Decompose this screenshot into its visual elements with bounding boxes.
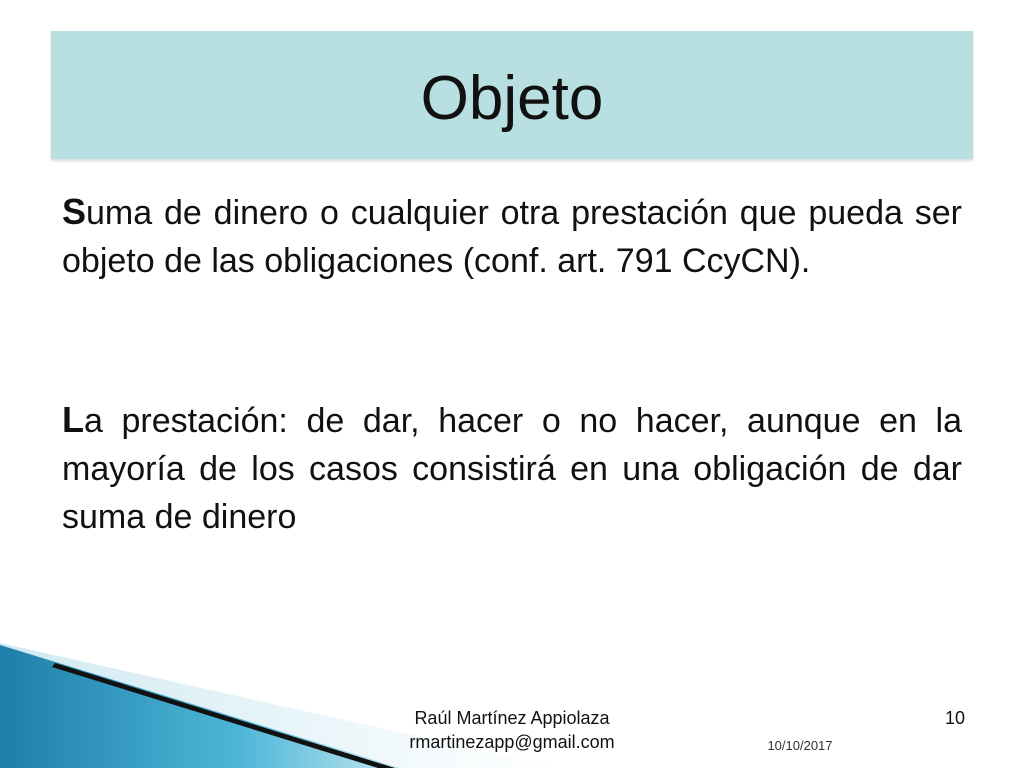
- footer-author-name: Raúl Martínez Appiolaza: [414, 708, 610, 728]
- page-number: 10: [944, 708, 966, 728]
- paragraph-1-lead-letter: S: [62, 191, 87, 232]
- footer-author: [380, 706, 644, 754]
- paragraph-2: [62, 396, 962, 541]
- footer-author-email: rmartinezapp@gmail.com: [409, 732, 615, 752]
- slide-title: Objeto: [420, 64, 604, 133]
- footer-date: 10/10/2017: [767, 738, 833, 753]
- paragraph-1: [62, 188, 962, 285]
- paragraph-2-text: a prestación: de dar, hacer o no hacer, aunque en la mayoría de los casos consistirá en una obligación de dar suma de dinero: [62, 402, 962, 536]
- paragraph-1-text: uma de dinero o cualquier otra prestación que pueda ser objeto de las obligaciones (conf. art. 791 CcyCN).: [62, 194, 962, 280]
- paragraph-2-lead-letter: L: [62, 399, 84, 440]
